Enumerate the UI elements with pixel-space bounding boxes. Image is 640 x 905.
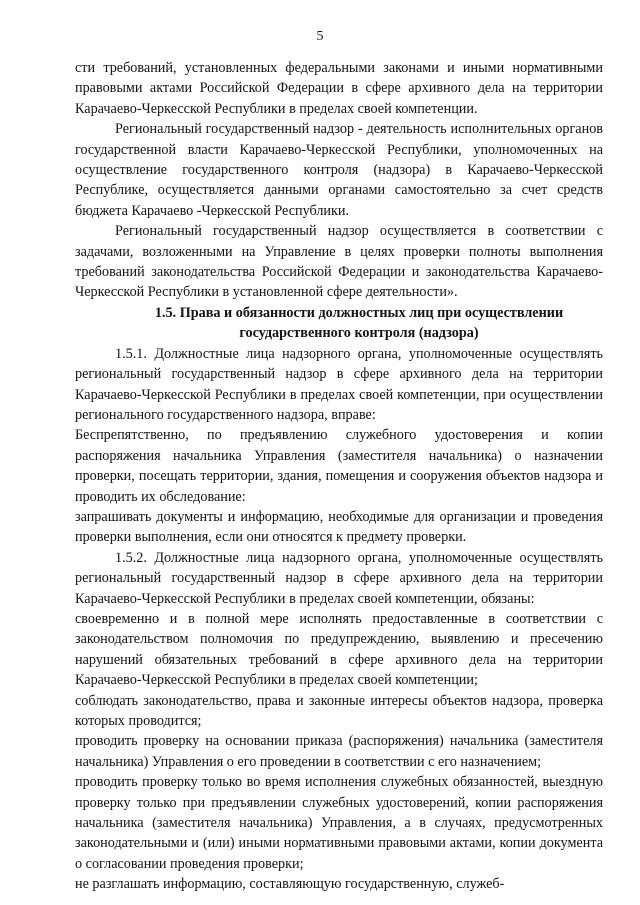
clause-2-item: своевременно и в полной мере исполнять предоставленные в соответствии с законодательством полномочия по предупреждению, выявлению и пресечению нарушений обязательных требований в сфере архивного дела на территории Карачаево-Черкесской Республики в пределах своей компетенции; [75,610,603,689]
clause-2-item: проводить проверку на основании приказа (распоряжения) начальника (заместителя начальника) Управления о его проведении в соответствии с его назначением; [75,733,603,770]
clause-2-item: не разглашать информацию, составляющую государственную, служеб- [75,876,505,893]
page-number: 5 [316,29,324,44]
document-body [75,58,603,895]
clause-1-5-2: 1.5.2. Должностные лица надзорного органа, уполномоченные осуществлять региональный государственный надзор в сфере архивного дела на территории Карачаево-Черкесской Республики в пределах своей компетенции, обязаны: [75,549,603,607]
clause-2-item: проводить проверку только во время исполнения служебных обязанностей, выездную проверку только при предъявлении служебных удостоверений, копии распоряжения начальника (заместителя начальника) Управления, а в случаях, предусмотренных законодательными и (или) иными нормативными правовыми актами, копии документа о согласовании проведения проверки; [75,774,603,872]
clause-1-5-1: 1.5.1. Должностные лица надзорного органа, уполномоченные осуществлять региональный государственный надзор в сфере архивного дела на территории Карачаево-Черкесской Республики в пределах своей компетенции, при осуществлении регионального государственного надзора, вправе: [75,345,603,423]
paragraph-regional-supervision: Региональный государственный надзор - деятельность исполнительных органов государственной власти Карачаево-Черкесской Республики, уполномоченных на осуществление государственного контроля (надзора) в Карачаево-Черкесской Республике, осуществляется данными органами самостоятельно за счет средств бюджета Карачаево -Черкесской Республики. [75,121,603,219]
clause-1-item: запрашивать документы и информацию, необходимые для организации и проведения проверки выполнения, если они относятся к предмету проверки. [75,508,603,546]
paragraph-supervision-tasks: Региональный государственный надзор осуществляется в соответствии с задачами, возложенными на Управление в целях проверки полноты выполнения требований законодательства Российской Федерации и законодательства Карачаево-Черкесской Республики в установленной сфере деятельности». [75,223,603,301]
section-heading: 1.5. Права и обязанности должностных лиц при осуществлении государственного контроля (надзора) [154,304,564,342]
clause-2-item: соблюдать законодательство, права и законные интересы объектов надзора, проверка которых проводится; [75,692,603,729]
clause-1-item: Беспрепятственно, по предъявлению служебного удостоверения и копии распоряжения начальника Управления (заместителя начальника) о назначении проверки, посещать территории, здания, помещения и сооружения объектов надзора и проводить их обследование: [75,427,603,505]
paragraph-continuation: сти требований, установленных федеральными законами и иными нормативными правовыми актами Российской Федерации в сфере архивного дела на территории Карачаево-Черкесской Республики в пределах своей компетенции. [75,60,603,117]
